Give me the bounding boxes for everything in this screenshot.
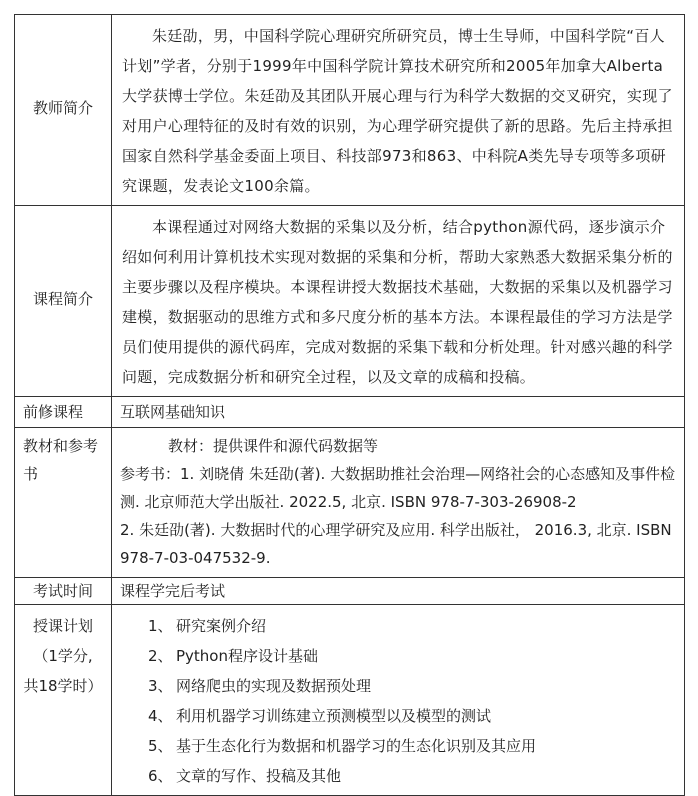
plan-label-cell xyxy=(15,605,112,796)
plan-credit: （1学分, xyxy=(33,647,93,665)
plan-item: 2、 Python程序设计基础 xyxy=(148,647,318,665)
exam-row xyxy=(15,578,685,605)
prereq-label-cell xyxy=(15,397,112,428)
plan-label: 授课计划 xyxy=(32,617,93,635)
prereq-content-cell xyxy=(112,397,685,428)
exam-content-cell xyxy=(112,578,685,605)
reference-1: 参考书：1. 刘晓倩 朱廷劭(著). 大数据助推社会治理—网络社会的心态感知及事件检测. 北京师范大学出版社. 2022.5, 北京. ISBN 978-7-303-26908-2 xyxy=(120,465,676,511)
teacher-content-cell xyxy=(112,15,685,206)
course-intro-text: 本课程通过对网络大数据的采集以及分析，结合python源代码，逐步演示介绍如何利用计算机技术实现对数据的采集和分析，帮助大家熟悉大数据采集分析的主要步骤以及程序模块。本课程讲授大数据技术基础，大数据的采集以及机器学习建模，数据驱动的思维方式和多尺度分析的基本方法。本课程最佳的学习方法是学员们使用提供的源代码库，完成对数据的采集下载和分析处理。针对感兴趣的科学问题，完成数据分析和研究全过程，以及文章的成稿和投稿。 xyxy=(122,218,673,386)
plan-item: 5、 基于生态化行为数据和机器学习的生态化识别及其应用 xyxy=(148,737,537,755)
materials-row xyxy=(15,428,685,578)
prereq-text: 互联网基础知识 xyxy=(120,403,226,421)
materials-label: 教材和参考书 xyxy=(23,437,99,483)
course-content-cell xyxy=(112,206,685,397)
reference-2: 2. 朱廷劭(著). 大数据时代的心理学研究及应用. 科学出版社， 2016.3, 北京. ISBN 978-7-03-047532-9. xyxy=(120,521,672,567)
course-row xyxy=(15,206,685,397)
teacher-label: 教师简介 xyxy=(32,98,93,117)
plan-item: 3、 网络爬虫的实现及数据预处理 xyxy=(148,677,372,695)
plan-list xyxy=(112,605,684,795)
exam-text: 课程学完后考试 xyxy=(120,582,226,600)
plan-item: 1、 研究案例介绍 xyxy=(148,617,267,635)
materials-label-cell xyxy=(15,428,112,578)
plan-item: 4、 利用机器学习训练建立预测模型以及模型的测试 xyxy=(148,707,492,725)
exam-label: 考试时间 xyxy=(32,582,93,600)
plan-item: 6、 文章的写作、投稿及其他 xyxy=(148,767,342,785)
course-label-cell xyxy=(15,206,112,397)
prereq-label: 前修课程 xyxy=(23,403,84,421)
prereq-row xyxy=(15,397,685,428)
teacher-label-cell xyxy=(15,15,112,206)
teacher-row xyxy=(15,15,685,206)
exam-label-cell xyxy=(15,578,112,605)
plan-row xyxy=(15,605,685,796)
teacher-intro-text: 朱廷劭，男，中国科学院心理研究所研究员，博士生导师，中国科学院“百人计划”学者，分别于1999年中国科学院计算技术研究所和2005年加拿大Alberta大学获博士学位。朱廷劭及其团队开展心理与行为科学大数据的交叉研究，实现了对用户心理特征的及时有效的识别，为心理学研究提供了新的思路。先后主持承担国家自然科学基金委面上项目、科技部973和863、中科院A类先导专项等多项研究课题，发表论文100余篇。 xyxy=(122,27,673,195)
materials-content-cell xyxy=(112,428,685,578)
course-label: 课程简介 xyxy=(32,289,93,308)
plan-hours: 共18学时） xyxy=(23,677,103,695)
plan-content-cell xyxy=(112,605,685,796)
textbook-line: 教材：提供课件和源代码数据等 xyxy=(168,437,379,455)
syllabus-table xyxy=(14,14,685,796)
